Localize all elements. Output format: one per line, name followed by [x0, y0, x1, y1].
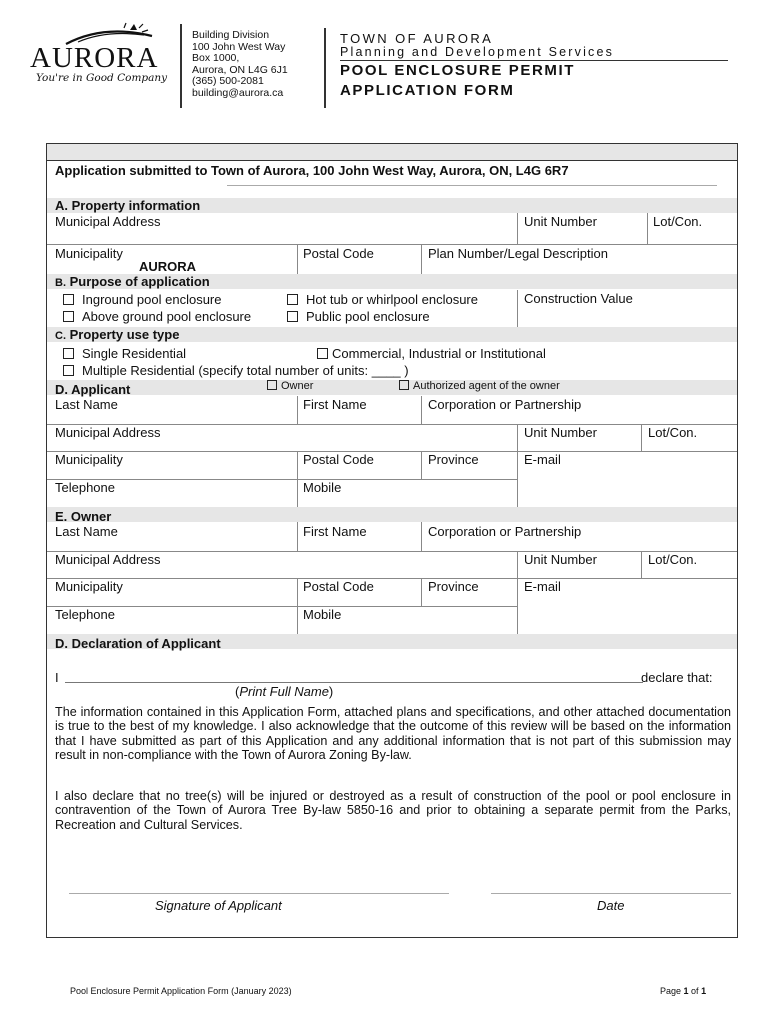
option-agent[interactable]	[399, 380, 560, 392]
option-label: Multiple Residential (specify total number of units: ____ )	[82, 363, 409, 378]
option-label: Above ground pool enclosure	[82, 309, 252, 324]
contact-block	[192, 30, 288, 100]
applicant-telephone[interactable]: Telephone	[55, 480, 115, 495]
field-plan-number[interactable]: Plan Number/Legal Description	[428, 246, 608, 261]
owner-email[interactable]: E-mail	[524, 579, 561, 594]
page-prefix: Page	[660, 986, 684, 996]
owner-unit-number[interactable]: Unit Number	[524, 552, 597, 567]
form-top-bar	[47, 144, 737, 161]
cell-divider	[517, 551, 518, 578]
cell-divider	[297, 479, 298, 507]
town-name: TOWN OF AURORA	[340, 31, 494, 46]
applicant-municipality[interactable]: Municipality	[55, 452, 123, 467]
cell-divider	[517, 451, 518, 507]
contact-line: 100 John West Way	[192, 40, 286, 53]
option-hot-tub[interactable]	[287, 292, 478, 307]
footer-form-name: Pool Enclosure Permit Application Form (January 2023)	[70, 986, 292, 996]
cell-divider	[641, 424, 642, 451]
cell-divider	[421, 451, 422, 479]
tree-declaration-paragraph: I also declare that no tree(s) will be injured or destroyed as a result of construction of the pool or pool enclosure in contravention of the Town of Aurora Tree By-law 5850-16 and prior to obtaining a separate permit from the Parks, Recreation and Cultural Services.	[55, 789, 731, 832]
section-c-title	[55, 327, 179, 342]
section-b-title	[55, 274, 210, 289]
cell-divider	[297, 244, 298, 274]
declaration-i: I	[55, 670, 59, 685]
applicant-email[interactable]: E-mail	[524, 452, 561, 467]
option-label: Inground pool enclosure	[82, 292, 222, 307]
row-divider	[47, 244, 737, 245]
owner-mobile[interactable]: Mobile	[303, 607, 342, 622]
cell-divider	[421, 244, 422, 274]
cell-divider	[517, 213, 518, 244]
full-name-input[interactable]	[65, 682, 643, 683]
print-name-label: Print Full Name	[239, 684, 329, 699]
cell-divider	[517, 578, 518, 634]
header-divider	[324, 28, 326, 108]
contact-line: Aurora, ON L4G 6J1	[192, 63, 288, 76]
field-municipality[interactable]: Municipality	[55, 246, 123, 261]
row-divider	[47, 479, 517, 480]
cell-divider	[421, 396, 422, 424]
page-number	[660, 986, 706, 996]
page-total: 1	[701, 986, 707, 996]
declaration-paragraph: The information contained in this Application Form, attached plans and specifications, and other attached documentation is true to the best of my knowledge. I also acknowledge that the outcome of this review will be based on the information that I have submitted as part of this Application and any additional information that is not part of this submission may result in non-compliance with the Town of Aurora Zoning By-law.	[55, 705, 731, 763]
applicant-postal-code[interactable]: Postal Code	[303, 452, 374, 467]
option-label: Single Residential	[82, 346, 187, 361]
form-title: POOL ENCLOSURE PERMIT	[340, 62, 576, 79]
header-divider	[180, 24, 182, 108]
field-unit-number[interactable]: Unit Number	[524, 214, 597, 229]
owner-corporation[interactable]: Corporation or Partnership	[428, 524, 582, 539]
submitted-to: Application submitted to Town of Aurora, 100 John West Way, Aurora, ON, L4G 6R7	[55, 163, 569, 178]
cell-divider	[421, 578, 422, 606]
cell-divider	[517, 290, 518, 327]
owner-municipal-address[interactable]: Municipal Address	[55, 552, 161, 567]
submitted-underline	[227, 185, 717, 186]
logo-tagline: You're in Good Company	[36, 72, 168, 84]
contact-email: building@aurora.ca	[192, 86, 284, 99]
signature-line[interactable]	[69, 893, 449, 894]
header-rule	[340, 60, 728, 61]
applicant-corporation[interactable]: Corporation or Partnership	[428, 397, 582, 412]
signature-label: Signature of Applicant	[155, 898, 282, 913]
section-c-label: Property use type	[69, 327, 180, 342]
application-form	[46, 143, 738, 938]
checkbox-inground[interactable]	[63, 294, 74, 305]
form-subtitle: APPLICATION FORM	[340, 82, 515, 99]
cell-divider	[647, 213, 648, 244]
option-inground[interactable]	[63, 292, 222, 307]
applicant-mobile[interactable]: Mobile	[303, 480, 342, 495]
declare-that: declare that:	[641, 670, 713, 685]
section-d-header	[47, 380, 737, 395]
checkbox-agent[interactable]	[399, 380, 409, 390]
logo-wordmark: AURORA	[30, 42, 159, 74]
checkbox-public-pool[interactable]	[287, 311, 298, 322]
checkbox-above-ground[interactable]	[63, 311, 74, 322]
option-above-ground[interactable]	[63, 309, 251, 324]
owner-last-name[interactable]: Last Name	[55, 524, 118, 539]
row-divider	[47, 451, 737, 452]
contact-line: Building Division	[192, 29, 270, 41]
option-multiple-residential[interactable]	[63, 363, 409, 378]
section-b-letter: B.	[55, 277, 66, 289]
option-label: Hot tub or whirlpool enclosure	[306, 292, 478, 307]
cell-divider	[297, 606, 298, 634]
section-e-header	[47, 507, 737, 522]
declaration-title: D. Declaration of Applicant	[55, 636, 221, 651]
owner-first-name[interactable]: First Name	[303, 524, 367, 539]
cell-divider	[421, 522, 422, 551]
option-label: Public pool enclosure	[306, 309, 430, 324]
cell-divider	[517, 424, 518, 451]
field-lot-con[interactable]: Lot/Con.	[653, 214, 703, 229]
field-municipal-address[interactable]: Municipal Address	[55, 214, 161, 229]
applicant-last-name[interactable]: Last Name	[55, 397, 118, 412]
option-single-residential[interactable]	[63, 346, 186, 361]
applicant-municipal-address[interactable]: Municipal Address	[55, 425, 161, 440]
paren-open: (	[235, 684, 240, 699]
applicant-first-name[interactable]: First Name	[303, 397, 367, 412]
applicant-province[interactable]: Province	[428, 452, 479, 467]
date-line[interactable]	[491, 893, 731, 894]
option-commercial[interactable]	[317, 346, 546, 361]
option-label: Authorized agent of the owner	[413, 380, 560, 392]
page-current: 1	[683, 986, 689, 996]
cell-divider	[297, 396, 298, 424]
page-of: of	[688, 986, 702, 996]
section-b-label: Purpose of application	[69, 274, 210, 289]
aurora-logo	[30, 22, 176, 92]
section-c-letter: C.	[55, 330, 66, 342]
print-name-hint	[235, 684, 333, 699]
option-owner[interactable]	[267, 380, 313, 392]
row-divider	[47, 606, 517, 607]
checkbox-single-residential[interactable]	[63, 348, 74, 359]
cell-divider	[641, 551, 642, 578]
owner-province[interactable]: Province	[428, 579, 479, 594]
row-divider	[47, 578, 737, 579]
option-label: Owner	[281, 380, 314, 392]
owner-lot-con[interactable]: Lot/Con.	[648, 552, 698, 567]
applicant-lot-con[interactable]: Lot/Con.	[648, 425, 698, 440]
cell-divider	[297, 578, 298, 606]
municipality-value: AURORA	[139, 259, 197, 274]
date-label: Date	[597, 898, 625, 913]
section-a-title: A. Property information	[55, 198, 201, 213]
paren-close: )	[328, 684, 334, 699]
section-d-title: D. Applicant	[55, 382, 131, 397]
cell-divider	[297, 451, 298, 479]
applicant-unit-number[interactable]: Unit Number	[524, 425, 597, 440]
owner-telephone[interactable]: Telephone	[55, 607, 115, 622]
department-name: Planning and Development Services	[340, 45, 615, 59]
section-e-title: E. Owner	[55, 509, 112, 524]
checkbox-owner[interactable]	[267, 380, 277, 390]
checkbox-multiple-residential[interactable]	[63, 365, 74, 376]
checkbox-hot-tub[interactable]	[287, 294, 298, 305]
field-postal-code[interactable]: Postal Code	[303, 246, 374, 261]
option-label: Commercial, Industrial or Institutional	[332, 346, 546, 361]
owner-municipality[interactable]: Municipality	[55, 579, 123, 594]
field-construction-value[interactable]: Construction Value	[524, 291, 633, 306]
checkbox-commercial[interactable]	[317, 348, 328, 359]
owner-postal-code[interactable]: Postal Code	[303, 579, 374, 594]
cell-divider	[297, 522, 298, 551]
contact-line: Box 1000,	[192, 52, 240, 65]
option-public-pool[interactable]	[287, 309, 430, 324]
contact-line: (365) 500-2081	[192, 75, 264, 88]
